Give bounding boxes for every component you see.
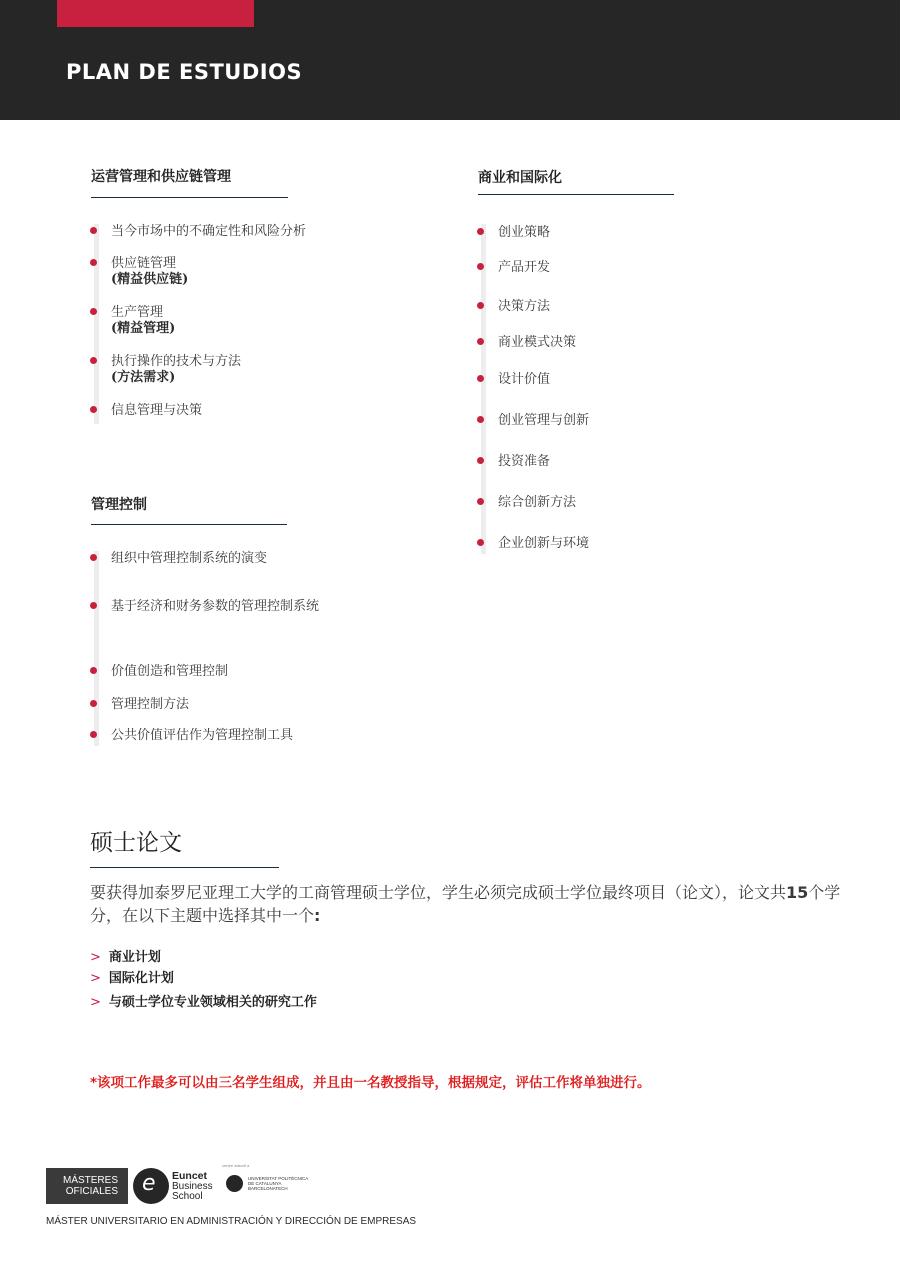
affiliation-label: centre adscrit a (222, 1163, 250, 1168)
section-title-business-internationalization: 商业和国际化 (478, 170, 562, 186)
list-item: 组织中管理控制系统的演变 (111, 551, 267, 567)
thesis-option: > 商业计划 (90, 950, 161, 965)
list-item: 当今市场中的不确定性和风险分析 (111, 224, 306, 240)
section-rule (478, 194, 674, 195)
list-item: 价值创造和管理控制 (111, 664, 228, 680)
list-item: 公共价值评估作为管理控制工具 (111, 728, 293, 744)
bullet-icon (477, 375, 484, 382)
chevron-right-icon: > (90, 995, 101, 1010)
list-item: 设计价值 (498, 372, 550, 388)
bullet-icon (477, 263, 484, 270)
list-item: 生产管理 (精益管理) (111, 305, 175, 337)
bullet-icon (477, 228, 484, 235)
bullet-icon (90, 731, 97, 738)
section-side-bar (94, 551, 99, 746)
bullet-icon (90, 602, 97, 609)
bullet-icon (90, 227, 97, 234)
thesis-paragraph: 要获得加泰罗尼亚理工大学的工商管理硕士学位，学生必须完成硕士学位最终项目（论文），论文共15个学分，在以下主题中选择其中一个: (90, 883, 841, 925)
thesis-option: > 与硕士学位专业领域相关的研究工作 (90, 995, 317, 1010)
section-title-operations: 运营管理和供应链管理 (91, 169, 231, 185)
euncet-logo-text: Euncet Business School (172, 1170, 213, 1202)
section-side-bar (94, 224, 99, 424)
footer-program-name: MÁSTER UNIVERSITARIO EN ADMINISTRACIÓN Y DIRECCIÓN DE EMPRESAS (46, 1216, 417, 1227)
thesis-rule (90, 867, 279, 868)
list-item: 企业创新与环境 (498, 536, 589, 552)
list-item: 信息管理与决策 (111, 403, 202, 419)
credits-value: 15 (786, 883, 809, 902)
bullet-icon (90, 406, 97, 413)
chevron-right-icon: > (90, 971, 101, 986)
list-item: 商业模式决策 (498, 335, 576, 351)
list-item: 投资准备 (498, 454, 550, 470)
upc-emblem-icon (226, 1175, 243, 1192)
header-accent-block (57, 0, 254, 27)
list-item: 基于经济和财务参数的管理控制系统 (111, 599, 319, 615)
list-item: 执行操作的技术与方法 (方法需求) (111, 354, 241, 386)
list-item: 创业策略 (498, 225, 550, 241)
thesis-note: *该项工作最多可以由三名学生组成，并且由一名教授指导，根据规定，评估工作将单独进行。 (90, 1075, 651, 1091)
section-rule (91, 197, 288, 198)
section-title-management-control: 管理控制 (91, 497, 147, 513)
bullet-icon (90, 554, 97, 561)
thesis-title: 硕士论文 (90, 830, 182, 856)
masters-oficiales-logo: MÁSTERES OFICIALES (46, 1168, 128, 1204)
bullet-icon (477, 338, 484, 345)
list-item: 供应链管理 (精益供应链) (111, 256, 188, 288)
bullet-icon (90, 308, 97, 315)
bullet-icon (477, 302, 484, 309)
page-title: PLAN DE ESTUDIOS (66, 60, 303, 84)
list-item: 综合创新方法 (498, 495, 576, 511)
bullet-icon (477, 457, 484, 464)
chevron-right-icon: > (90, 950, 101, 965)
bullet-icon (90, 259, 97, 266)
bullet-icon (477, 539, 484, 546)
list-item: 创业管理与创新 (498, 413, 589, 429)
list-item: 管理控制方法 (111, 697, 189, 713)
euncet-emblem-icon: e (133, 1168, 169, 1204)
upc-logo-text: UNIVERSITAT POLITÈCNICA DE CATALUNYA BARCELONATECH (248, 1176, 309, 1191)
list-item: 产品开发 (498, 260, 550, 276)
bullet-icon (90, 357, 97, 364)
bullet-icon (90, 700, 97, 707)
bullet-icon (90, 667, 97, 674)
header-bar (0, 0, 900, 120)
list-item: 决策方法 (498, 299, 550, 315)
thesis-option: > 国际化计划 (90, 971, 174, 986)
bullet-icon (477, 416, 484, 423)
section-rule (91, 524, 287, 525)
bullet-icon (477, 498, 484, 505)
